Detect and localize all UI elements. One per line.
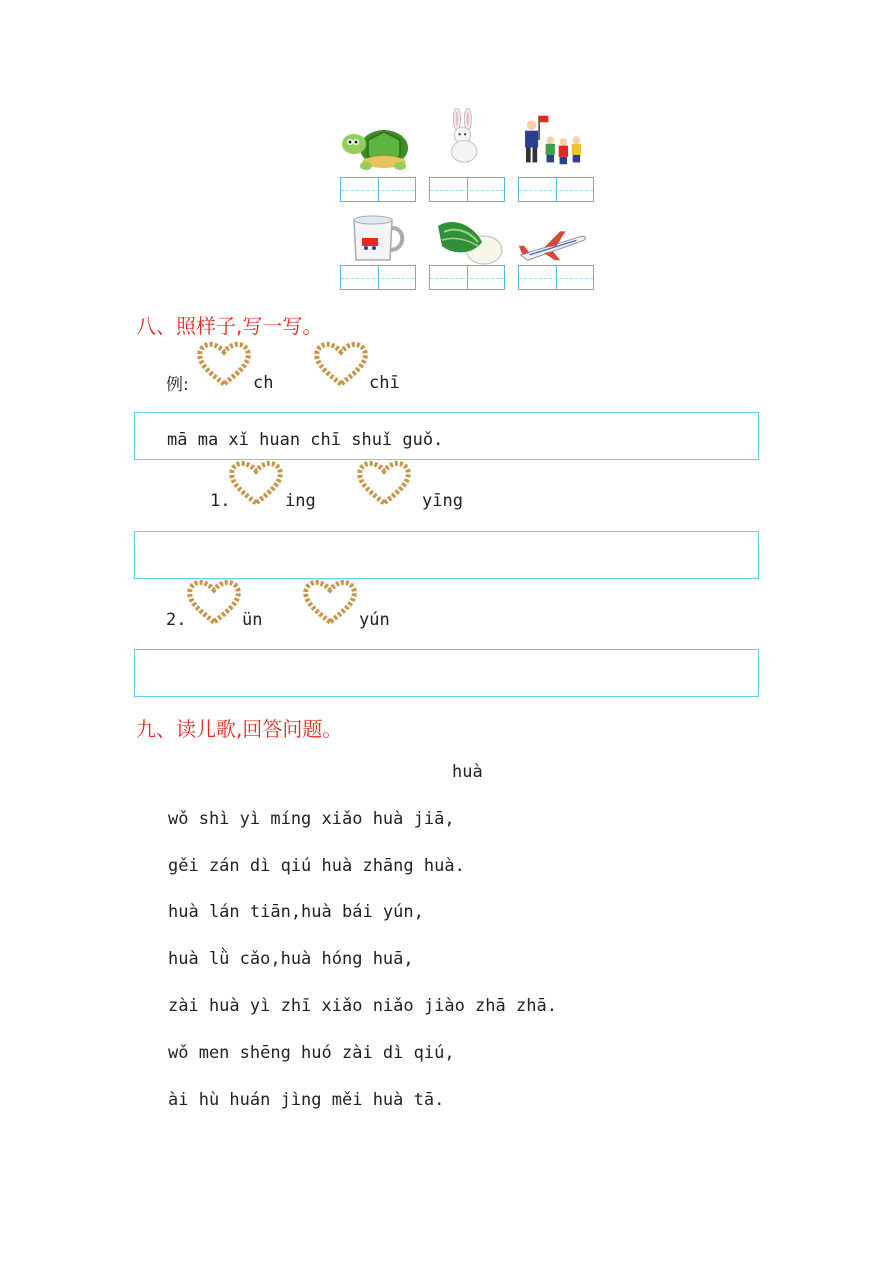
flag-children-icon <box>518 112 590 168</box>
item-1-part2: yīng <box>422 491 463 511</box>
poem-line: wǒ shì yì míng xiǎo huà jiā, <box>168 809 455 829</box>
item-1-label: 1. <box>210 491 231 511</box>
poem-title: huà <box>452 762 483 782</box>
airplane-icon <box>517 216 589 272</box>
poem-line: zài huà yì zhī xiǎo niǎo jiào zhā zhā. <box>168 996 557 1016</box>
poem-line: ài hù huán jìng měi huà tā. <box>168 1090 445 1110</box>
writing-grid-2[interactable] <box>429 177 505 202</box>
poem-line: gěi zán dì qiú huà zhāng huà. <box>168 856 465 876</box>
item-1-part1: ing <box>285 491 316 511</box>
writing-grid-4[interactable] <box>340 265 416 290</box>
rabbit-icon <box>430 108 502 164</box>
example-part2: chī <box>369 373 400 393</box>
poem-line: huà lán tiān,huà bái yún, <box>168 902 424 922</box>
example-part1: ch <box>253 373 274 393</box>
cabbage-icon <box>434 212 506 268</box>
heart-rope-icon <box>356 459 412 507</box>
section-9-heading: 九、读儿歌,回答问题。 <box>136 717 343 741</box>
poem-line: huà lǜ cǎo,huà hóng huā, <box>168 949 414 969</box>
example-sentence: mā ma xǐ huan chī shuǐ guǒ. <box>167 430 444 450</box>
writing-grid-1[interactable] <box>340 177 416 202</box>
item-1-answer-box[interactable] <box>134 531 759 579</box>
writing-grid-6[interactable] <box>518 265 594 290</box>
heart-rope-icon <box>186 578 242 626</box>
heart-rope-icon <box>302 578 358 626</box>
example-label: 例: <box>166 375 189 395</box>
item-2-answer-box[interactable] <box>134 649 759 697</box>
example-answer-box <box>134 412 759 460</box>
item-2-label: 2. <box>166 610 187 630</box>
turtle-icon <box>340 118 412 174</box>
writing-grid-5[interactable] <box>429 265 505 290</box>
item-2-part2: yún <box>359 610 390 630</box>
poem-line: wǒ men shēng huó zài dì qiú, <box>168 1043 455 1063</box>
item-2-part1: ün <box>242 610 263 630</box>
heart-rope-icon <box>196 340 252 388</box>
writing-grid-3[interactable] <box>518 177 594 202</box>
heart-rope-icon <box>313 340 369 388</box>
section-8-heading: 八、照样子,写一写。 <box>136 314 323 338</box>
heart-rope-icon <box>228 459 284 507</box>
cup-icon <box>344 210 416 266</box>
